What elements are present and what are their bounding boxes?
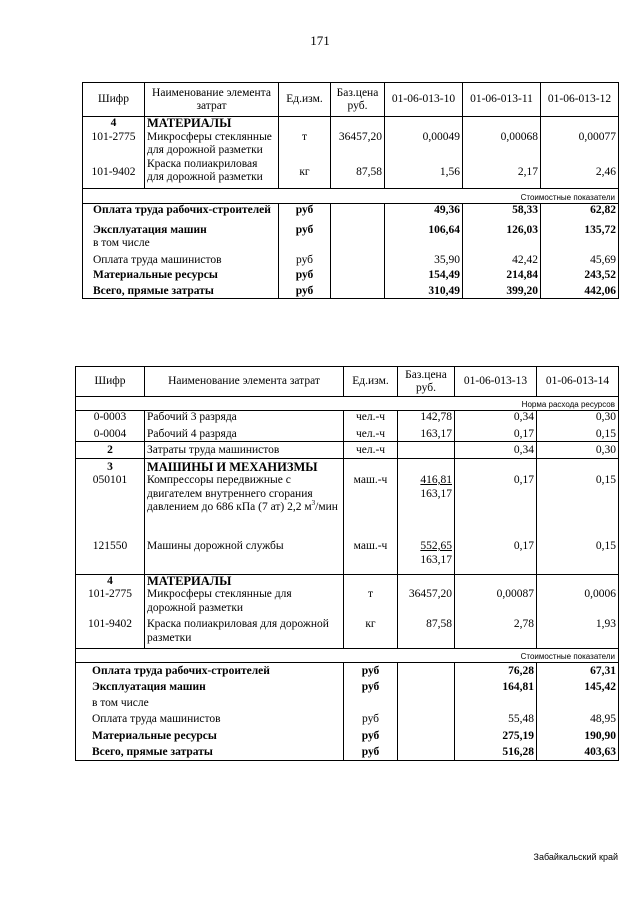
cost-indicators-band: Стоимостные показатели [76, 648, 619, 662]
sub-row: в том числе [83, 237, 619, 251]
table-row: 050101 Компрессоры передвижные с двигателем внутреннего сгорания давлением до 686 кПа (7 ат) 2,2 $м^3$/мин маш.-ч 416,81 163,17 0,17 0,15 [76, 474, 619, 540]
band-row [83, 189, 619, 204]
header-unit: Ед.изм. [344, 367, 398, 397]
total-row: Эксплуатация машин руб 106,64 126,03 135,72 [83, 218, 619, 238]
total-row: Материальные ресурсы руб 275,19 190,90 [76, 727, 619, 744]
total-row: Оплата труда машинистов руб 35,90 42,42 45,69 [83, 251, 619, 268]
total-row: Оплата труда рабочих-строителей руб 76,28 67,31 [76, 662, 619, 678]
table-row: 101-9402 Краска полиакриловая для дорожной разметки кг 87,58 2,78 1,93 [76, 618, 619, 648]
section-row [76, 458, 619, 474]
resource-table-2 [75, 366, 619, 761]
header-code: Шифр [76, 367, 145, 397]
section-title: МАШИНЫ И МЕХАНИЗМЫ [145, 458, 344, 474]
header-code: Шифр [83, 83, 145, 117]
total-row: Материальные ресурсы руб 154,49 214,84 243,52 [83, 267, 619, 283]
section-row [76, 574, 619, 588]
table-row: 101-2775 Микросферы стеклянные для дорожной разметки т 36457,20 0,00087 0,0006 [76, 588, 619, 618]
band-row [76, 648, 619, 662]
header-col-11: 01-06-013-11 [463, 83, 541, 117]
total-row: Всего, прямые затраты руб 310,49 399,20 442,06 [83, 283, 619, 299]
table-row: 101-9402 Краска полиакриловая для дорожной разметки кг 87,58 1,56 2,17 2,46 [83, 158, 619, 189]
table-row: 121550 Машины дорожной службы маш.-ч 552,65 163,17 0,17 0,15 [76, 540, 619, 574]
resource-norm-band: Норма расхода ресурсов [76, 397, 619, 411]
section-number: 4 [83, 117, 145, 131]
header-col-13: 01-06-013-13 [455, 367, 537, 397]
header-col-14: 01-06-013-14 [537, 367, 619, 397]
total-row: Оплата труда машинистов руб 55,48 48,95 [76, 710, 619, 727]
header-price: Баз.цена руб. [331, 83, 385, 117]
section-row [83, 117, 619, 131]
header-unit: Ед.изм. [279, 83, 331, 117]
resource-table-1 [82, 82, 619, 299]
band-row [76, 397, 619, 411]
table-row: 0-0003 Рабочий 3 разряда чел.-ч 142,78 0,34 0,30 [76, 411, 619, 425]
footer-region: Забайкальский край [533, 852, 618, 862]
header-price: Баз.цена руб. [398, 367, 455, 397]
section-title: МАТЕРИАЛЫ [145, 117, 279, 131]
page-number: 171 [310, 33, 330, 48]
table-row: 0-0004 Рабочий 4 разряда чел.-ч 163,17 0,17 0,15 [76, 425, 619, 442]
table-row: 101-2775 Микросферы стеклянные для дорожной разметки т 36457,20 0,00049 0,00068 0,00077 [83, 131, 619, 158]
cost-indicators-band: Стоимостные показатели [83, 189, 619, 204]
header-name: Наименование элемента затрат [145, 83, 279, 117]
sub-row: в том числе [76, 695, 619, 711]
section-number: 4 [76, 574, 145, 588]
section-title: МАТЕРИАЛЫ [145, 574, 344, 588]
total-row: Всего, прямые затраты руб 516,28 403,63 [76, 743, 619, 760]
header-col-12: 01-06-013-12 [541, 83, 619, 117]
header-name: Наименование элемента затрат [145, 367, 344, 397]
total-row: Оплата труда рабочих-строителей руб 49,36 58,33 62,82 [83, 204, 619, 218]
table-row: 2 Затраты труда машинистов чел.-ч 0,34 0,30 [76, 442, 619, 459]
section-number: 3 [76, 458, 145, 474]
total-row: Эксплуатация машин руб 164,81 145,42 [76, 678, 619, 695]
header-col-10: 01-06-013-10 [385, 83, 463, 117]
